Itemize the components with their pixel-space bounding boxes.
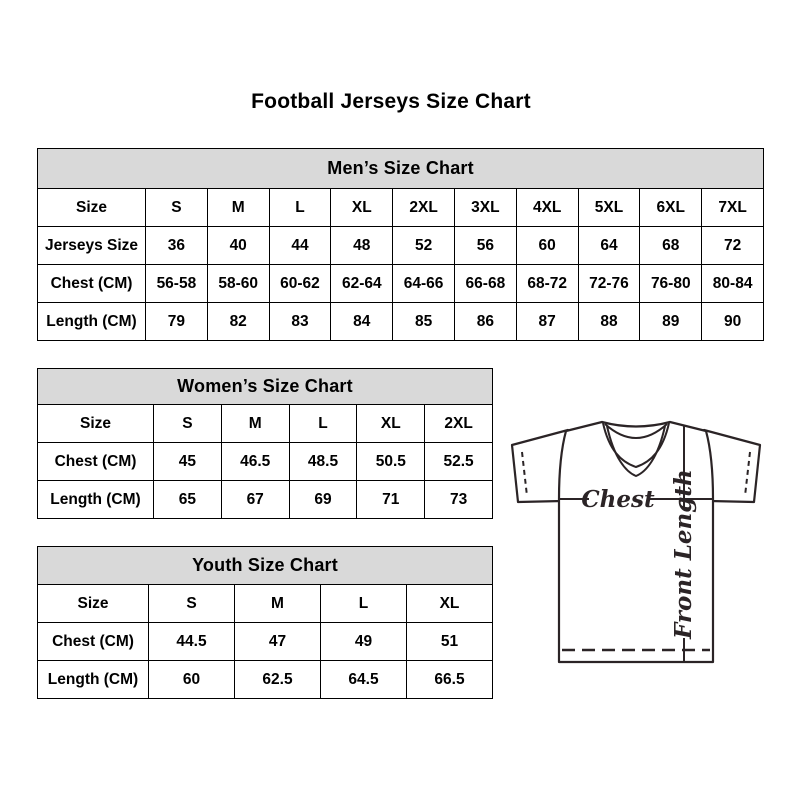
table-cell: 60 (516, 227, 578, 265)
table-cell: 66-68 (454, 265, 516, 303)
table-cell: 3XL (454, 189, 516, 227)
table-cell: 65 (154, 481, 222, 519)
row-label-cell: Length (CM) (38, 303, 146, 341)
table-cell: 87 (516, 303, 578, 341)
table-cell: 72 (702, 227, 764, 265)
table-cell: M (221, 405, 289, 443)
row-label-cell: Chest (CM) (38, 623, 149, 661)
table-cell: L (289, 405, 357, 443)
table-cell: XL (357, 405, 425, 443)
table-cell: 40 (207, 227, 269, 265)
table-cell: 4XL (516, 189, 578, 227)
table-cell: 48 (331, 227, 393, 265)
table-cell: 52 (393, 227, 455, 265)
table-cell: 52.5 (425, 443, 493, 481)
table-cell: 72-76 (578, 265, 640, 303)
table-cell: 62-64 (331, 265, 393, 303)
table-cell: 69 (289, 481, 357, 519)
table-cell: M (235, 585, 321, 623)
table-cell: 36 (146, 227, 208, 265)
table-cell: 79 (146, 303, 208, 341)
table-cell: 44.5 (149, 623, 235, 661)
table-cell: 64.5 (321, 661, 407, 699)
table-cell: 68 (640, 227, 702, 265)
row-label-cell: Length (CM) (38, 481, 154, 519)
table-cell: 64 (578, 227, 640, 265)
row-label-cell: Size (38, 585, 149, 623)
table-cell: 45 (154, 443, 222, 481)
table-cell: 67 (221, 481, 289, 519)
table-cell: 5XL (578, 189, 640, 227)
table-cell: 46.5 (221, 443, 289, 481)
table-cell: 49 (321, 623, 407, 661)
page-title: Football Jerseys Size Chart (251, 90, 531, 113)
mens-size-table (37, 148, 764, 341)
front-length-label: Front Length (670, 469, 697, 639)
table-cell: 50.5 (357, 443, 425, 481)
table-cell: 89 (640, 303, 702, 341)
table-cell: 48.5 (289, 443, 357, 481)
row-label-cell: Chest (CM) (38, 265, 146, 303)
table-cell: 71 (357, 481, 425, 519)
row-label-cell: Chest (CM) (38, 443, 154, 481)
table-cell: 60 (149, 661, 235, 699)
row-label-cell: Length (CM) (38, 661, 149, 699)
row-label-cell: Jerseys Size (38, 227, 146, 265)
table-cell: 84 (331, 303, 393, 341)
table-cell: 76-80 (640, 265, 702, 303)
table-cell: 85 (393, 303, 455, 341)
table-cell: 64-66 (393, 265, 455, 303)
table-cell: 90 (702, 303, 764, 341)
table-cell: 58-60 (207, 265, 269, 303)
table-cell: 80-84 (702, 265, 764, 303)
table-cell: 73 (425, 481, 493, 519)
table-cell: XL (331, 189, 393, 227)
table-cell: S (146, 189, 208, 227)
table-cell: 7XL (702, 189, 764, 227)
table-cell: XL (407, 585, 493, 623)
table-cell: L (321, 585, 407, 623)
chest-label: Chest (581, 486, 655, 513)
youth-size-table (37, 546, 493, 699)
table-cell: 62.5 (235, 661, 321, 699)
table-cell: S (149, 585, 235, 623)
table-cell: 47 (235, 623, 321, 661)
table-cell: 51 (407, 623, 493, 661)
table-cell: 88 (578, 303, 640, 341)
table-cell: 66.5 (407, 661, 493, 699)
jersey-diagram (498, 398, 773, 683)
table-cell: 44 (269, 227, 331, 265)
row-label-cell: Size (38, 189, 146, 227)
table-cell: 56 (454, 227, 516, 265)
table-cell: 6XL (640, 189, 702, 227)
table-cell: 2XL (393, 189, 455, 227)
table-cell: 86 (454, 303, 516, 341)
table-cell: 68-72 (516, 265, 578, 303)
table-cell: S (154, 405, 222, 443)
table-cell: L (269, 189, 331, 227)
row-label-cell: Size (38, 405, 154, 443)
table-cell: 82 (207, 303, 269, 341)
womens-size-table (37, 368, 493, 519)
youth-table-title: Youth Size Chart (38, 547, 493, 585)
mens-table-title: Men’s Size Chart (38, 149, 764, 189)
table-cell: M (207, 189, 269, 227)
table-cell: 60-62 (269, 265, 331, 303)
table-cell: 83 (269, 303, 331, 341)
table-cell: 2XL (425, 405, 493, 443)
womens-table-title: Women’s Size Chart (38, 369, 493, 405)
table-cell: 56-58 (146, 265, 208, 303)
